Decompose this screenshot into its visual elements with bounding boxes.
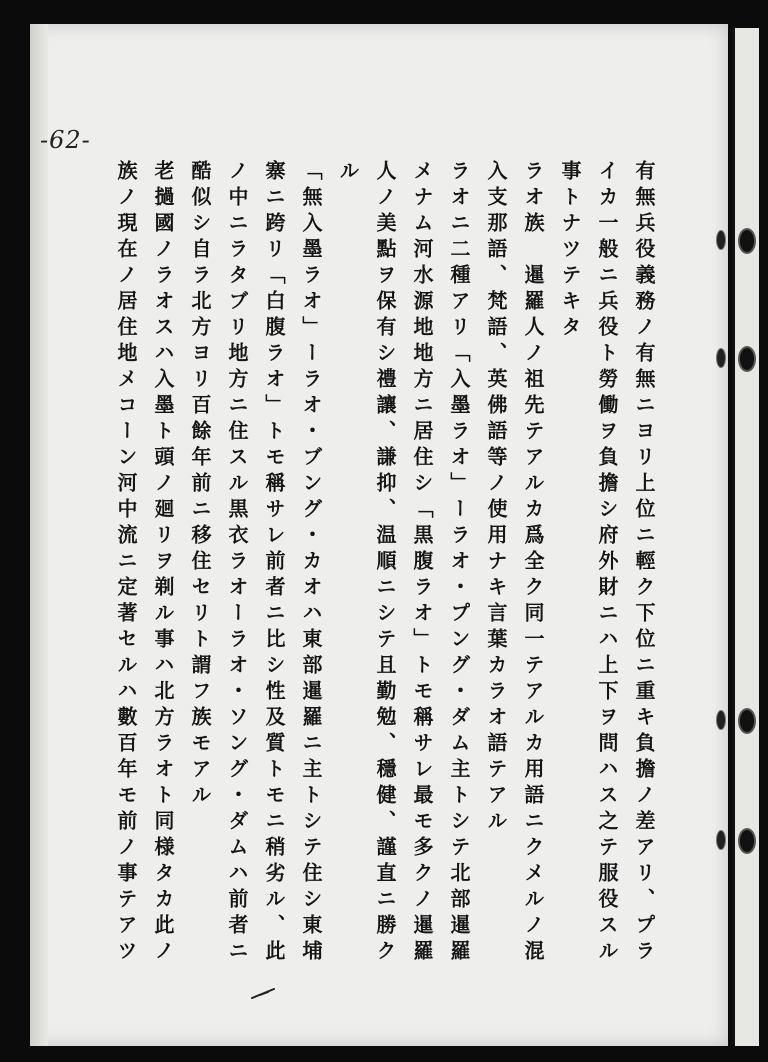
page-number: -62-	[40, 126, 91, 154]
pen-stroke-mark	[250, 986, 276, 1000]
page-left-edge	[30, 24, 48, 1046]
text-column: 事トナツテキタ	[558, 160, 582, 342]
text-column: 有無兵役義務ノ有無ニヨリ上位ニ輕ク下位ニ重キ負擔ノ差アリ、プラ	[632, 160, 656, 966]
text-column: ル	[336, 160, 360, 186]
punch-hole-icon	[716, 710, 726, 730]
binding-strip	[732, 28, 759, 1046]
text-column: 老撾國ノラオスハ入墨ト頭ノ廻リヲ剃ル事ハ北方ラオト同様タカ此ノ	[151, 160, 175, 966]
text-column: ラオニ二種アリ「入墨ラオ」ーラオ・プング・ダム主トシテ北部暹羅	[447, 160, 471, 966]
punch-hole-icon	[716, 830, 726, 850]
binding-hole-icon	[738, 828, 756, 854]
text-column: 寨ニ跨リ「白腹ラオ」トモ稱サレ前者ニ比シ性及質トモニ稍劣ル、此	[262, 160, 286, 966]
punch-hole-icon	[716, 348, 726, 368]
vertical-text-body	[98, 160, 658, 980]
binding-hole-icon	[738, 346, 756, 372]
text-column: 族ノ現在ノ居住地メコーン河中流ニ定著セルハ數百年モ前ノ事テアツ	[114, 160, 138, 966]
text-column: ノ中ニラタブリ地方ニ住スル黒衣ラオーラオ・ソング・ダムハ前者ニ	[225, 160, 249, 966]
binding-hole-icon	[738, 228, 756, 254]
punch-hole-icon	[716, 230, 726, 250]
text-column: イカ一般ニ兵役ト勞働ヲ負擔シ府外財ニハ上下ヲ問ハス之テ服役スル	[595, 160, 619, 966]
text-column: 酷似シ自ラ北方ヨリ百餘年前ニ移住セリト謂フ族モアル	[188, 160, 212, 810]
text-column: 入支那語、梵語、英佛語等ノ使用ナキ言葉カラオ語テアル	[484, 160, 508, 836]
text-column: ラオ族 暹羅人ノ祖先テアルカ爲全ク同一テアルカ用語ニクメルノ混	[521, 160, 545, 966]
text-column: 「無入墨ラオ」ーラオ・ブング・カオハ東部暹羅ニ主トシテ住シ東埔	[299, 160, 323, 966]
text-column: メナム河水源地地方ニ居住シ「黒腹ラオ」トモ稱サレ最モ多クノ暹羅	[410, 160, 434, 966]
binding-hole-icon	[738, 708, 756, 734]
text-column: 人ノ美點ヲ保有シ禮讓、謙抑、温順ニシテ且勤勉、穩健、謹直ニ勝ク	[373, 160, 397, 966]
